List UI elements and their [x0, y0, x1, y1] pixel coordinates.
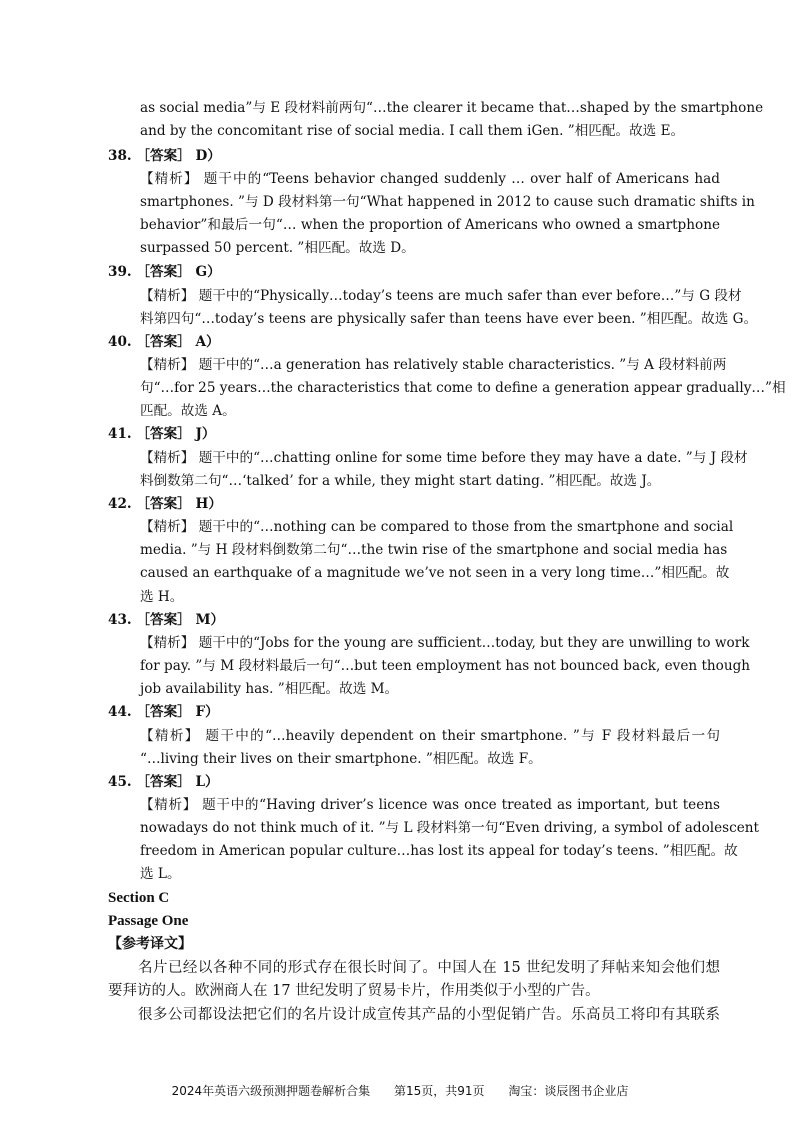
answer-heading: 38. ［答案］ D）	[108, 148, 221, 164]
analysis-line: 【精析】 题干中的“…nothing can be compared to those from the smartphone and social	[140, 519, 734, 535]
answer-heading: 40. ［答案］ A）	[108, 334, 220, 350]
text-line: freedom in American popular culture…has lost its appeal for today’s teens. ”相匹配。故	[140, 843, 738, 859]
answer-heading: 41. ［答案］ J）	[108, 426, 216, 442]
text-line: caused an earthquake of a magnitude we’ve not seen in a very long time…”相匹配。故	[140, 565, 730, 581]
analysis-line: 【精析】 题干中的“Teens behavior changed suddenly … over half of Americans had	[140, 171, 720, 187]
text-line: and by the concomitant rise of social media. I call them iGen. ”相匹配。故选 E。	[140, 123, 685, 139]
text-line: as social media”与 E 段材料前两句“…the clearer it became that…shaped by the smartphone	[140, 100, 764, 116]
text-line: behavior”和最后一句“… when the proportion of Americans who owned a smartphone	[140, 217, 720, 233]
translation-heading: 【参考译文】	[108, 936, 192, 952]
answer-heading: 44. ［答案］ F）	[108, 704, 219, 720]
text-line: 选 L。	[140, 866, 181, 882]
text-line: 句“…for 25 years…the characteristics that come to define a generation appear gradually…”相	[140, 380, 786, 396]
text-line: 料倒数第二句“…‘talked’ for a while, they might start dating. ”相匹配。故选 J。	[140, 473, 661, 489]
text-line: 匹配。故选 A。	[140, 403, 236, 419]
footer-shop: 淘宝：谈辰图书企业店	[508, 1084, 629, 1098]
answer-heading: 42. ［答案］ H）	[108, 496, 222, 512]
footer-page-number: 第15页，共91页	[393, 1084, 485, 1098]
analysis-line: 【精析】 题干中的“Jobs for the young are sufficient…today, but they are unwilling to work	[140, 635, 750, 651]
translation-line: 名片已经以各种不同的形式存在很长时间了。中国人在 15 世纪发明了拜帖来知会他们想	[138, 960, 720, 976]
text-line: “…living their lives on their smartphone. ”相匹配。故选 F。	[140, 751, 542, 767]
translation-line: 很多公司都设法把它们的名片设计成宣传其产品的小型促销广告。乐高员工将印有其联系	[138, 1007, 720, 1023]
text-line: media. ”与 H 段材料倒数第二句“…the twin rise of the smartphone and social media has	[140, 542, 728, 558]
text-line: 料第四句“…today’s teens are physically safer than teens have ever been. ”相匹配。故选 G。	[140, 311, 758, 327]
answer-heading: 39. ［答案］ G）	[108, 264, 221, 280]
answer-heading: 45. ［答案］ L）	[108, 774, 219, 790]
text-line: nowadays do not think much of it. ”与 L 段材料第一句“Even driving, a symbol of adolescent	[140, 820, 760, 836]
text-line: for pay. ”与 M 段材料最后一句“…but teen employment has not bounced back, even though	[140, 658, 751, 674]
passage-heading: Passage One	[108, 913, 189, 929]
analysis-line: 【精析】 题干中的“…chatting online for some time before they may have a date. ”与 J 段材	[140, 450, 748, 466]
text-line: surpassed 50 percent. ”相匹配。故选 D。	[140, 240, 415, 256]
text-line: smartphones. ”与 D 段材料第一句“What happened in 2012 to cause such dramatic shifts in	[140, 194, 755, 210]
analysis-line: 【精析】 题干中的“…heavily dependent on their smartphone. ”与 F 段材料最后一句	[140, 728, 720, 744]
text-line: job availability has. ”相匹配。故选 M。	[140, 681, 399, 697]
section-heading: Section C	[108, 890, 170, 906]
analysis-line: 【精析】 题干中的“Physically…today’s teens are much safer than ever before…”与 G 段材	[140, 288, 742, 304]
text-line: 选 H。	[140, 589, 184, 605]
page-footer	[0, 1082, 800, 1099]
analysis-line: 【精析】 题干中的“…a generation has relatively stable characteristics. ”与 A 段材料前两	[140, 357, 727, 373]
footer-title: 2024年英语六级预测押题卷解析合集	[171, 1084, 371, 1098]
answer-heading: 43. ［答案］ M）	[108, 612, 225, 628]
translation-line: 要拜访的人。欧洲商人在 17 世纪发明了贸易卡片，作用类似于小型的广告。	[108, 983, 600, 999]
analysis-line: 【精析】 题干中的“Having driver’s licence was once treated as important, but teens	[140, 797, 720, 813]
